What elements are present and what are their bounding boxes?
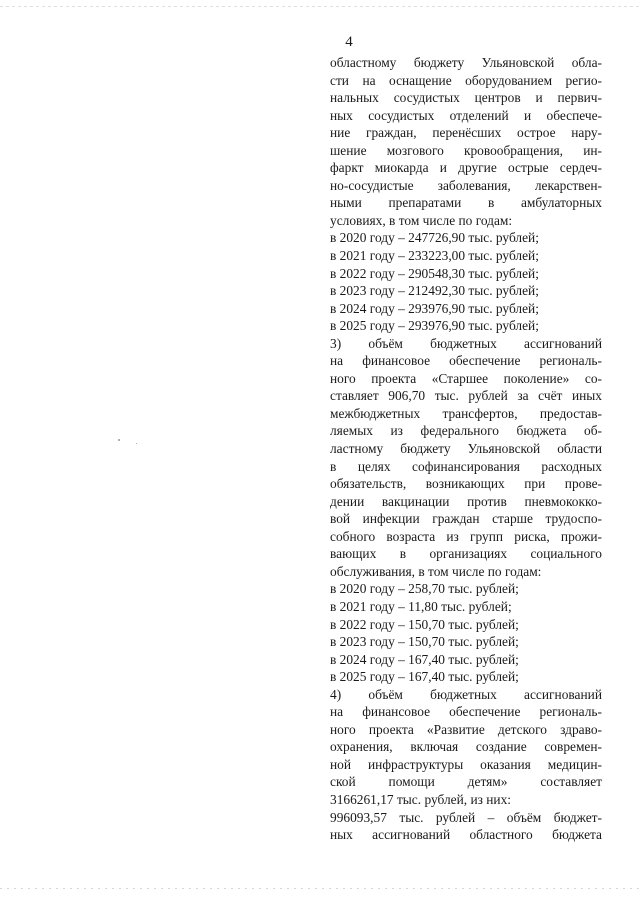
text-line: в 2021 году – 11,80 тыс. рублей; [330, 598, 512, 614]
text-line: нальных сосудистых центров и первич- [330, 90, 602, 106]
text-line: обслуживания, в том числе по годам: [330, 563, 542, 579]
text-line: 3) объём бюджетных ассигнований [330, 335, 602, 351]
text-line: ской помощи детям» составляет [330, 774, 602, 790]
text-line: 996093,57 тыс. рублей – объём бюджет- [330, 809, 602, 825]
text-line: собного возраста из групп риска, прожи- [330, 528, 602, 544]
text-line: в 2022 году – 290548,30 тыс. рублей; [330, 265, 539, 281]
scan-speck [118, 439, 120, 441]
text-line: ными препаратами в амбулаторных [330, 195, 602, 211]
text-line: дении вакцинации против пневмококко- [330, 493, 602, 509]
text-line: сти на оснащение оборудованием регио- [330, 72, 602, 88]
text-line: межбюджетных трансфертов, предостав- [330, 405, 602, 421]
text-line: ной инфраструктуры оказания медицин- [330, 756, 602, 772]
text-line: на финансовое обеспечение региональ- [330, 353, 602, 369]
text-line: в 2022 году – 150,70 тыс. рублей; [330, 616, 519, 632]
scan-edge-bottom [0, 888, 640, 889]
text-line: ставляет 906,70 тыс. рублей за счёт иных [330, 388, 602, 404]
text-line: в 2023 году – 212492,30 тыс. рублей; [330, 283, 539, 299]
text-line: фаркт миокарда и другие острые сердеч- [330, 160, 602, 176]
text-line: ного проекта «Развитие детского здраво- [330, 721, 602, 737]
text-column [330, 54, 602, 844]
text-line: в 2020 году – 258,70 тыс. рублей; [330, 581, 519, 597]
text-line: условиях, в том числе по годам: [330, 212, 513, 228]
text-line: в 2025 году – 167,40 тыс. рублей; [330, 669, 519, 685]
text-line: шение мозгового кровообращения, ин- [330, 142, 602, 158]
scan-edge-top [0, 6, 640, 7]
text-line: ных ассигнований областного бюджета [330, 827, 602, 843]
text-line: 3166261,17 тыс. рублей, из них: [330, 791, 511, 807]
text-line: ляемых из федерального бюджета об- [330, 423, 602, 439]
text-line: в 2025 году – 293976,90 тыс. рублей; [330, 318, 539, 334]
text-line: 4) объём бюджетных ассигнований [330, 686, 602, 702]
text-line: охранения, включая создание современ- [330, 739, 602, 755]
text-line: в целях софинансирования расходных [330, 458, 602, 474]
scan-speck [136, 443, 137, 444]
text-line: ных сосудистых отделений и обеспече- [330, 107, 602, 123]
text-line: ного проекта «Старшее поколение» со- [330, 370, 602, 386]
text-line: в 2020 году – 247726,90 тыс. рублей; [330, 230, 539, 246]
text-line: на финансовое обеспечение региональ- [330, 704, 602, 720]
text-line: в 2024 году – 167,40 тыс. рублей; [330, 651, 519, 667]
page-number: 4 [345, 34, 353, 50]
text-line: ние граждан, перенёсших острое нару- [330, 125, 602, 141]
text-line: в 2021 году – 233223,00 тыс. рублей; [330, 248, 539, 264]
text-line: вой инфекции граждан старше трудоспо- [330, 511, 602, 527]
text-line: областному бюджету Ульяновской обла- [330, 55, 602, 70]
text-line: обязательств, возникающих при прове- [330, 476, 602, 492]
text-line: ластному бюджету Ульяновской области [330, 441, 602, 457]
text-line: в 2023 году – 150,70 тыс. рублей; [330, 634, 519, 650]
text-line: но-сосудистые заболевания, лекарствен- [330, 177, 602, 193]
text-line: вающих в организациях социального [330, 546, 602, 562]
text-line: в 2024 году – 293976,90 тыс. рублей; [330, 300, 539, 316]
